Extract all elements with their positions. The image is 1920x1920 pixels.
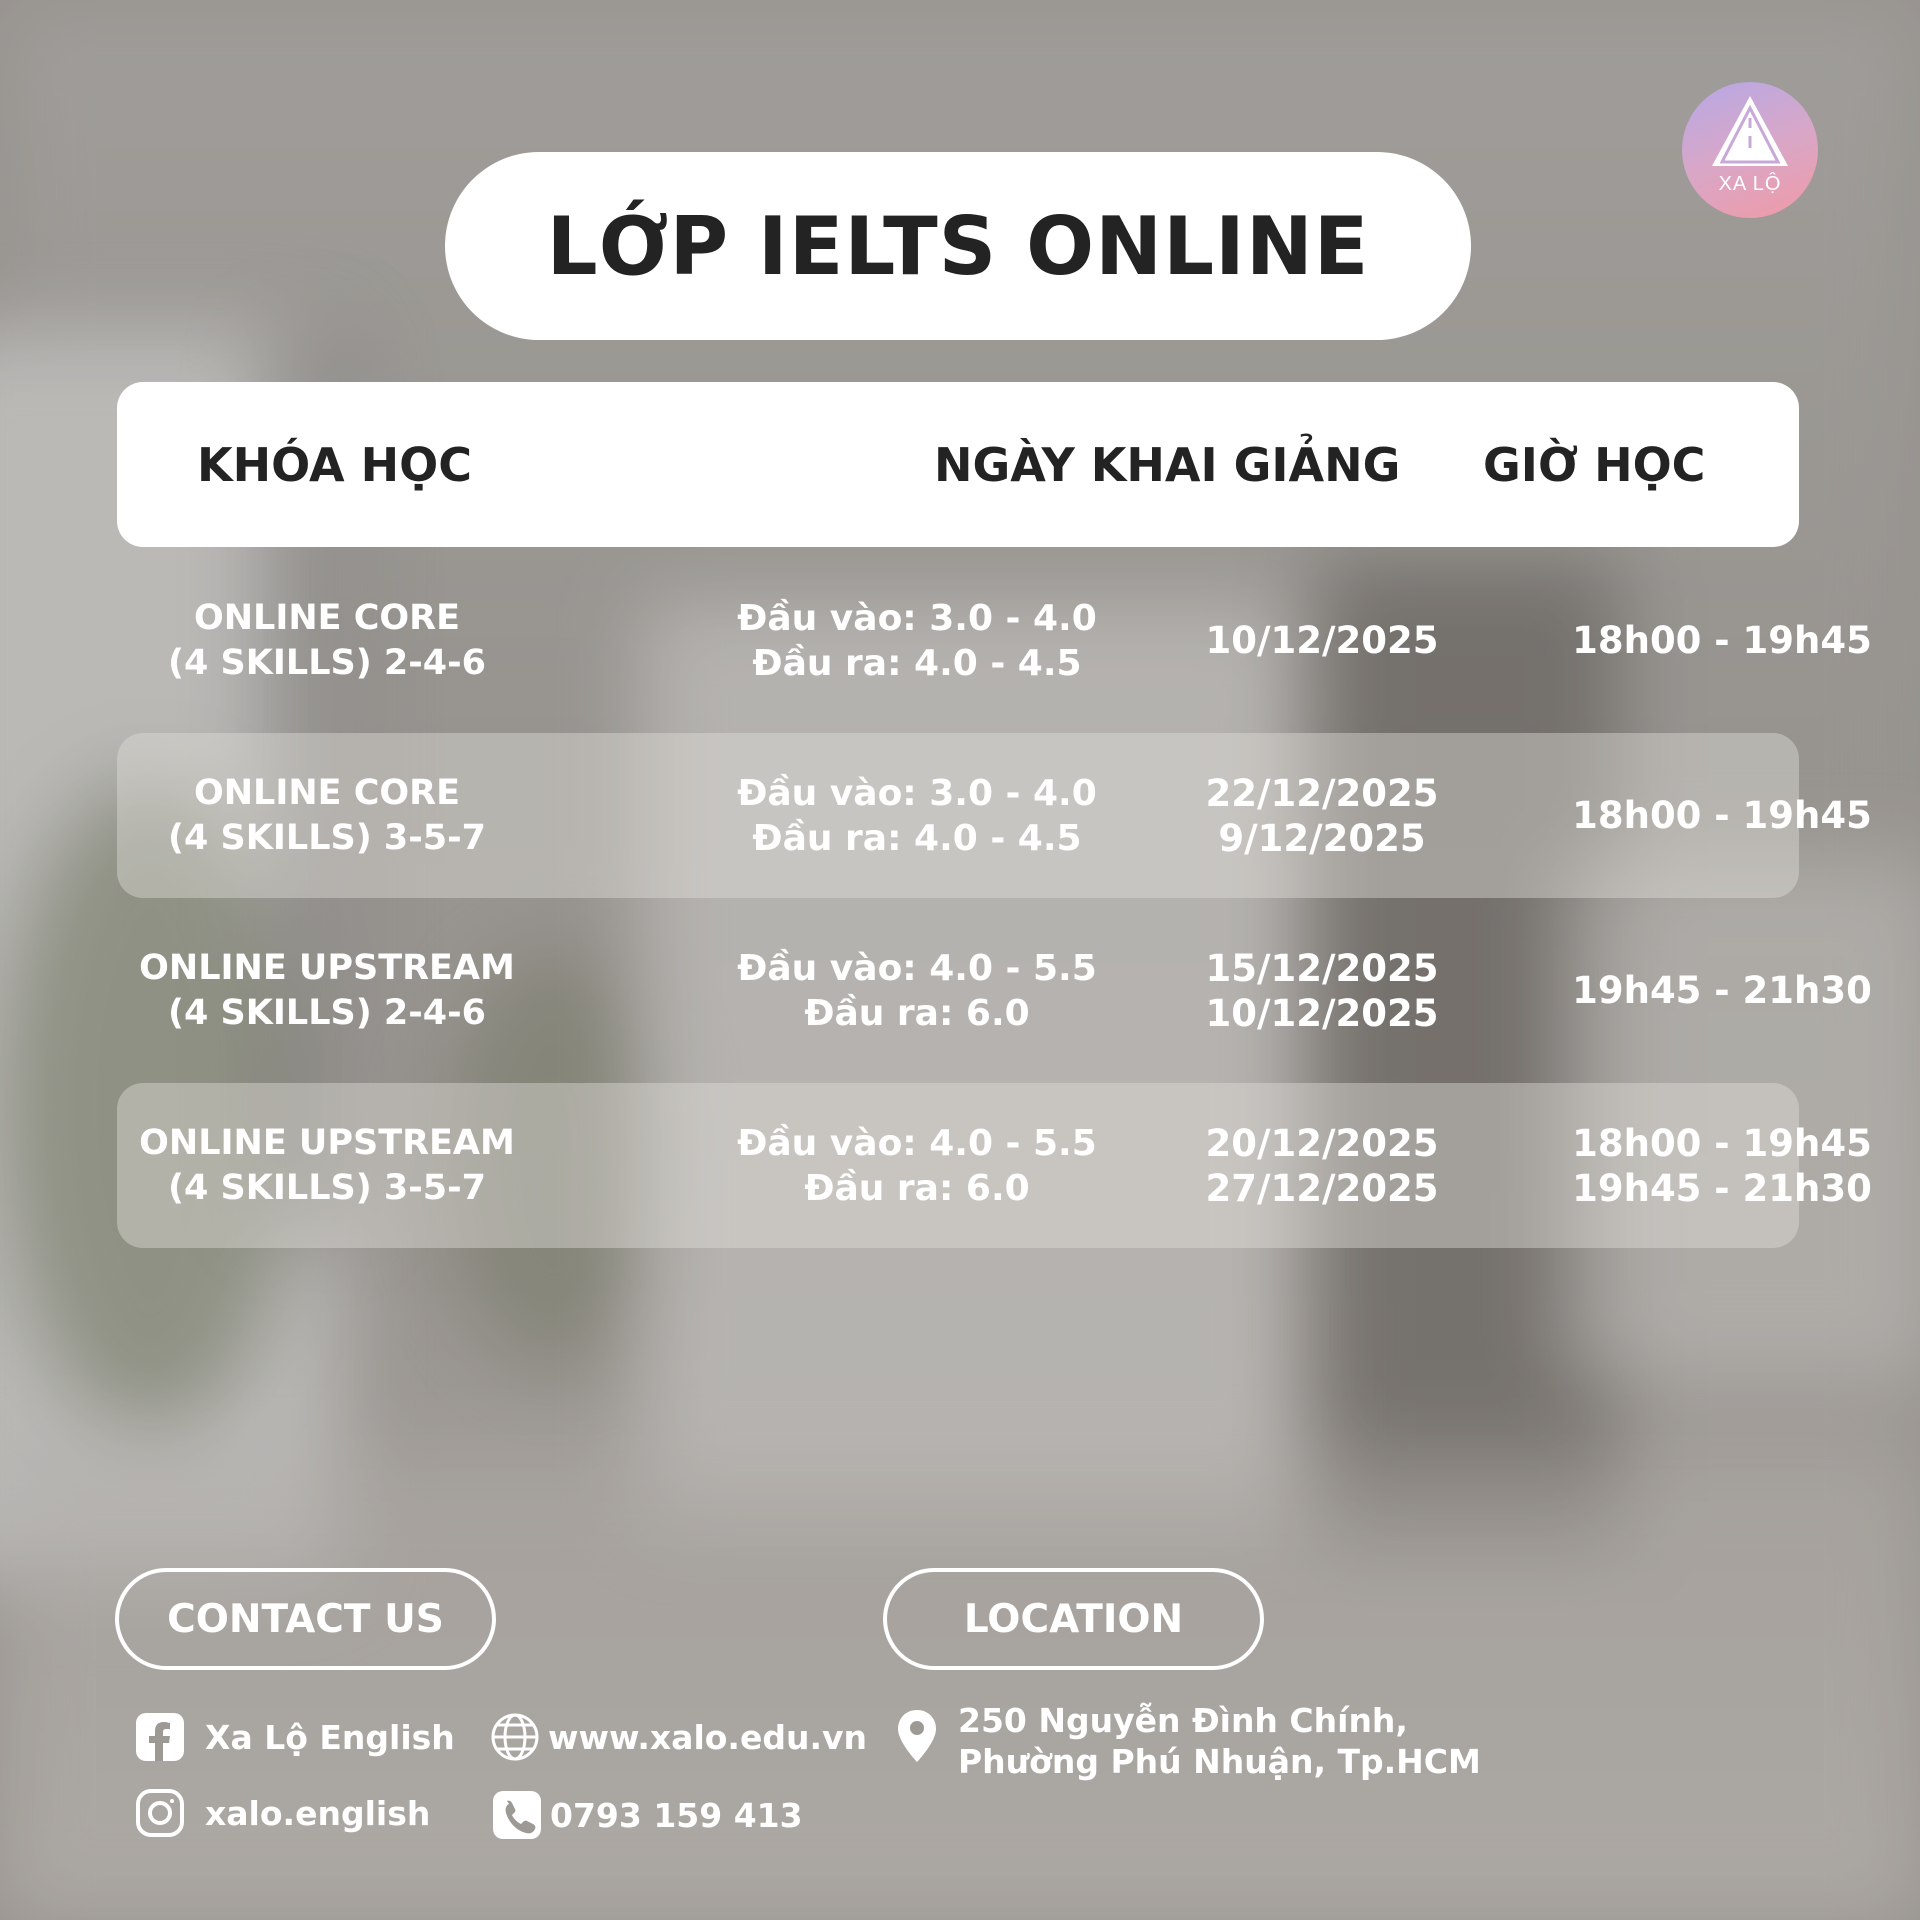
phone-link[interactable]: 0793 159 413 xyxy=(492,1790,803,1840)
address-line: Phường Phú Nhuận, Tp.HCM xyxy=(958,1742,1481,1781)
class-times: 18h00 - 19h45 19h45 - 21h30 xyxy=(1572,1121,1872,1210)
class-times: 18h00 - 19h45 xyxy=(1572,619,1872,662)
class-times: 19h45 - 21h30 xyxy=(1572,969,1872,1012)
globe-icon xyxy=(490,1712,540,1762)
phone-icon xyxy=(492,1790,542,1840)
table-row xyxy=(117,733,1872,898)
address-line: 250 Nguyễn Đình Chính, xyxy=(958,1701,1408,1740)
website-link[interactable]: www.xalo.edu.vn xyxy=(490,1712,867,1762)
location-label: LOCATION xyxy=(883,1568,1264,1670)
logo-text: XA LỘ xyxy=(1718,173,1782,195)
instagram-icon xyxy=(135,1788,185,1838)
table-row xyxy=(117,1083,1872,1248)
facebook-icon xyxy=(135,1712,185,1762)
header-course: KHÓA HỌC xyxy=(197,437,472,492)
map-pin-icon xyxy=(898,1700,940,1782)
start-dates: 22/12/2025 9/12/2025 xyxy=(1205,771,1439,860)
start-dates: 20/12/2025 27/12/2025 xyxy=(1205,1121,1439,1210)
title-banner xyxy=(445,152,1471,340)
course-name: ONLINE UPSTREAM (4 SKILLS) 2-4-6 xyxy=(139,947,515,1033)
start-dates: 15/12/2025 10/12/2025 xyxy=(1205,946,1439,1035)
course-level: Đầu vào: 4.0 - 5.5 Đầu ra: 6.0 xyxy=(737,1122,1097,1209)
table-row xyxy=(117,908,1872,1073)
course-level: Đầu vào: 3.0 - 4.0 Đầu ra: 4.0 - 4.5 xyxy=(737,597,1097,684)
start-dates: 10/12/2025 xyxy=(1205,619,1439,662)
table-row xyxy=(117,558,1872,723)
header-start-date: NGÀY KHAI GIẢNG xyxy=(934,437,1401,492)
table-header xyxy=(117,382,1799,547)
road-icon xyxy=(1700,92,1800,174)
course-level: Đầu vào: 4.0 - 5.5 Đầu ra: 6.0 xyxy=(737,947,1097,1034)
header-class-time: GIỜ HỌC xyxy=(1483,437,1706,492)
course-name: ONLINE UPSTREAM (4 SKILLS) 3-5-7 xyxy=(139,1122,515,1208)
xa-lo-logo xyxy=(1682,82,1818,218)
course-level: Đầu vào: 3.0 - 4.0 Đầu ra: 4.0 - 4.5 xyxy=(737,772,1097,859)
contact-us-label: CONTACT US xyxy=(115,1568,496,1670)
course-name: ONLINE CORE (4 SKILLS) 3-5-7 xyxy=(168,772,486,858)
instagram-link[interactable]: xalo.english xyxy=(135,1788,430,1838)
class-times: 18h00 - 19h45 xyxy=(1572,794,1872,837)
course-name: ONLINE CORE (4 SKILLS) 2-4-6 xyxy=(168,597,486,683)
address xyxy=(898,1700,1481,1782)
facebook-link[interactable]: Xa Lộ English xyxy=(135,1712,455,1762)
page-title: LỚP IELTS ONLINE xyxy=(546,199,1370,293)
